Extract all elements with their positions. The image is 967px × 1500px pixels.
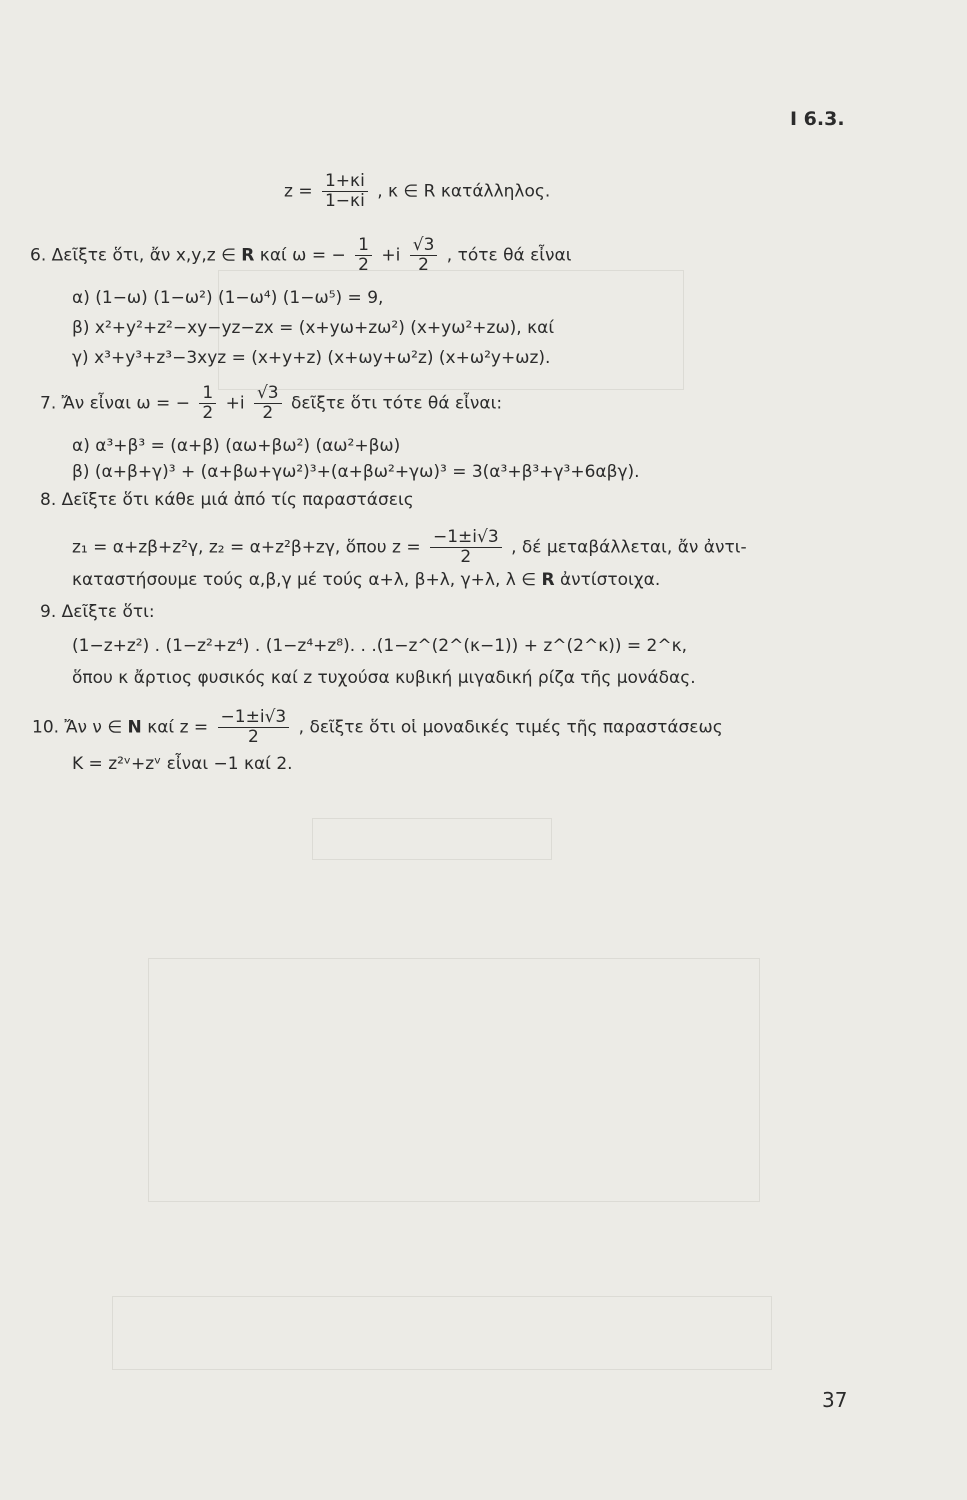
exercise-6-sqrt-den: 2 xyxy=(418,255,429,275)
exercise-9-text: Δεῖξτε ὅτι: xyxy=(61,602,155,622)
exercise-7-sqrt-num: √3 xyxy=(254,384,282,404)
exercise-7-sqrt-frac xyxy=(254,384,282,423)
exercise-7-intro xyxy=(40,384,502,423)
formula-z-num: 1+κi xyxy=(322,172,368,192)
exercise-8-frac-den: 2 xyxy=(460,547,472,567)
exercise-10-text-b: καί z = xyxy=(147,717,209,738)
exercise-9-intro xyxy=(40,602,155,622)
exercise-6-intro xyxy=(30,236,571,275)
exercise-10-frac-den: 2 xyxy=(247,727,259,747)
exercise-10-text-c: , δεῖξτε ὅτι οἱ μοναδικές τιμές τῆς παραστάσεως xyxy=(298,717,723,738)
exercise-6-text-a: Δεῖξτε ὅτι, ἄν x,y,z ∈ xyxy=(51,245,236,266)
showthrough-box-2 xyxy=(312,818,552,860)
exercise-7-number: 7. xyxy=(40,393,57,414)
showthrough-box-4 xyxy=(112,1296,772,1370)
exercise-7-text-b: δεῖξτε ὅτι τότε θά εἶναι: xyxy=(291,393,503,414)
formula-z-den: 1−κi xyxy=(324,191,365,211)
exercise-8-expression xyxy=(72,528,747,567)
exercise-7-sqrt-den: 2 xyxy=(262,403,274,423)
exercise-6-part-b: β) x²+y²+z²−xy−yz−zx = (x+yω+zω²) (x+yω²+zω), καί xyxy=(72,318,555,338)
exercise-6-half xyxy=(355,236,372,275)
exercise-7-text-a: Ἄν εἶναι ω = − xyxy=(61,393,190,414)
exercise-6-part-a: α) (1−ω) (1−ω²) (1−ω⁴) (1−ω⁵) = 9, xyxy=(72,288,384,308)
exercise-7-half xyxy=(199,384,216,423)
exercise-6-part-c: γ) x³+y³+z³−3xyz = (x+y+z) (x+ωy+ω²z) (x+ω²y+ωz). xyxy=(72,348,551,368)
exercise-8-text: Δεῖξτε ὅτι κάθε μιά ἀπό τίς παραστάσεις xyxy=(61,490,414,510)
exercise-7-half-num: 1 xyxy=(199,384,216,404)
exercise-6-text-b: καί ω = − xyxy=(259,245,346,266)
exercise-8-number: 8. xyxy=(40,490,57,510)
section-number: I 6.3. xyxy=(790,108,845,130)
showthrough-box-3 xyxy=(148,958,760,1202)
exercise-10-fraction xyxy=(218,708,290,747)
exercise-9-number: 9. xyxy=(40,602,57,622)
exercise-10-number: 10. xyxy=(32,717,60,738)
exercise-8-expr-a: z₁ = α+zβ+z²γ, z₂ = α+z²β+zγ, ὅπου z = xyxy=(72,537,421,558)
exercise-7-part-b: β) (α+β+γ)³ + (α+βω+γω²)³+(α+βω²+γω)³ = 3(α³+β³+γ³+6αβγ). xyxy=(72,462,640,482)
exercise-8-fraction xyxy=(430,528,502,567)
formula-z-suffix: , κ ∈ R κατάλληλος. xyxy=(377,181,551,202)
exercise-7-part-a: α) α³+β³ = (α+β) (αω+βω²) (αω²+βω) xyxy=(72,436,401,456)
formula-z-prefix: z = xyxy=(284,181,313,202)
exercise-6-half-den: 2 xyxy=(358,255,369,275)
formula-z-fraction xyxy=(322,172,368,211)
exercise-10-intro xyxy=(32,708,723,747)
exercise-6-number: 6. xyxy=(30,245,47,266)
exercise-10-frac-num: −1±i√3 xyxy=(218,708,290,728)
exercise-8-cont-b: ἀντίστοιχα. xyxy=(559,570,661,590)
formula-z xyxy=(284,172,550,211)
exercise-7-half-den: 2 xyxy=(202,403,214,423)
exercise-6-sqrt-num: √3 xyxy=(410,236,438,256)
real-set-symbol-2: R xyxy=(541,570,555,590)
exercise-6-half-num: 1 xyxy=(355,236,372,256)
exercise-8-expr-b: , δέ μεταβάλλεται, ἄν ἀντι- xyxy=(511,537,747,558)
exercise-6-sqrt-frac xyxy=(410,236,438,275)
page-number: 37 xyxy=(822,1388,848,1412)
exercise-9-continuation: ὅπου κ ἄρτιος φυσικός καί z τυχούσα κυβική μιγαδική ρίζα τῆς μονάδας. xyxy=(72,668,696,688)
exercise-8-cont-a: καταστήσουμε τούς α,β,γ μέ τούς α+λ, β+λ, γ+λ, λ ∈ xyxy=(72,570,537,590)
real-set-symbol: R xyxy=(241,245,255,266)
exercise-9-expression: (1−z+z²) . (1−z²+z⁴) . (1−z⁴+z⁸). . .(1−z^(2^(κ−1)) + z^(2^κ)) = 2^κ, xyxy=(72,636,688,656)
exercise-8-frac-num: −1±i√3 xyxy=(430,528,502,548)
exercise-7-plus-i: +i xyxy=(225,393,245,414)
exercise-8-intro xyxy=(40,490,414,510)
exercise-10-text-a: Ἄν ν ∈ xyxy=(64,717,123,738)
exercise-6-plus-i: +i xyxy=(381,245,401,266)
exercise-8-continuation xyxy=(72,570,660,590)
exercise-6-text-c: , τότε θά εἶναι xyxy=(446,245,572,266)
natural-set-symbol: N xyxy=(127,717,142,738)
exercise-10-continuation: K = z²ᵛ+zᵛ εἶναι −1 καί 2. xyxy=(72,754,293,774)
